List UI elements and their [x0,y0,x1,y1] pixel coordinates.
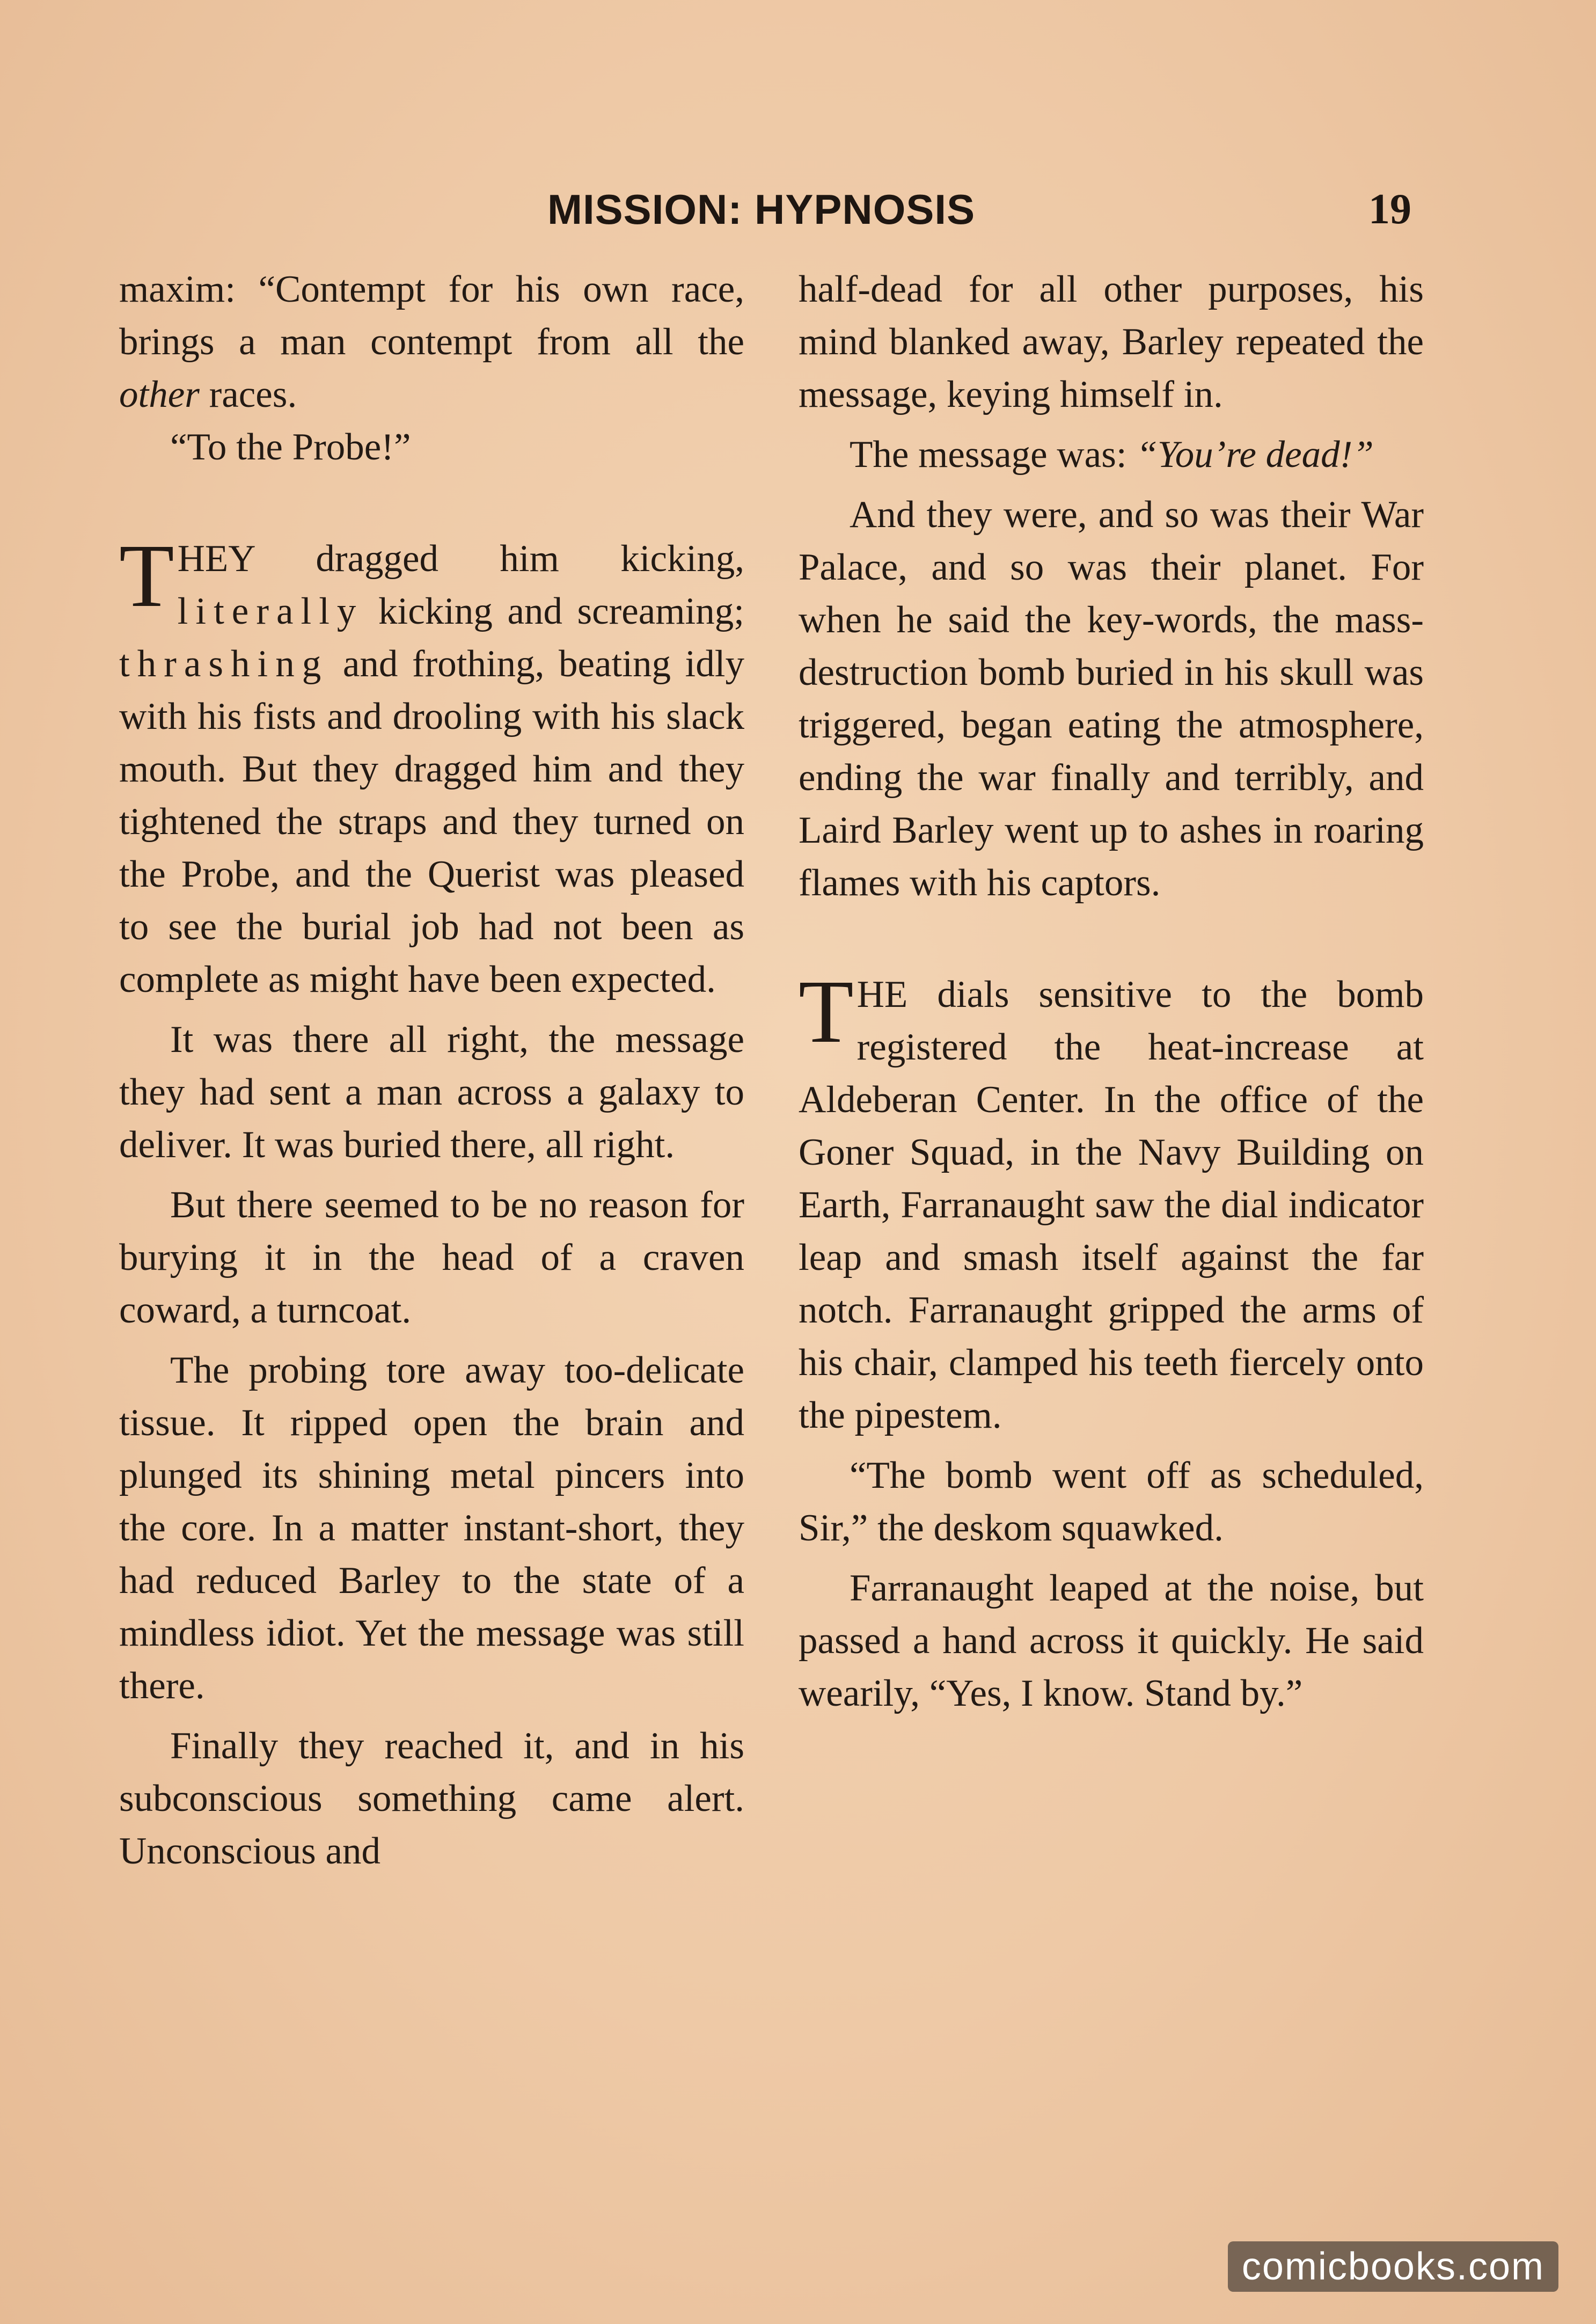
paragraph: “To the Probe!” [170,426,411,468]
section-paragraph [119,526,744,1006]
drop-cap: T [799,962,854,1062]
paragraph: But there seemed to be no reason for burying it in the head of a craven coward, a turncoat. [119,1184,744,1331]
paragraph: Farranaught leaped at the noise, but passed a hand across it quickly. He said wearily, “Yes, I know. Stand by.” [799,1567,1424,1714]
small-caps-lead: HEY [177,538,254,580]
watermark: comicbooks.com [1228,2241,1558,2292]
drop-cap: T [119,526,174,626]
running-head: MISSION: HYPNOSIS [547,186,976,233]
paragraph: And they were, and so was their War Palace, and so was their planet. For when he said the key-words, the mass-destruction bomb buried in his skull was triggered, began eating the atmosphere, ending the war finally and terribly, and Laird Barley went up to ashes in roaring flames with his captors. [799,494,1424,904]
paragraph: The probing tore away too-delicate tissue. It ripped open the brain and plunged its shining metal pincers into the core. In a matter instant-short, they had reduced Barley to the state of a mindless idiot. Yet the message was still there. [119,1349,744,1707]
page-header [0,185,1596,239]
text-run: races. [199,374,297,415]
text-run: dials sensitive to the bomb registered the heat-increase at Aldeberan Center. In the office of the Goner Squad, in the Navy Building on Earth, Farranaught saw the dial indicator leap and smash itself against the far notch. Farranaught gripped the arms of his chair, clamped his teeth fiercely onto the pipestem. [799,974,1424,1436]
spaced-emphasis: literally [177,590,364,632]
left-column [119,263,744,1877]
paragraph: Finally they reached it, and in his subconscious something came alert. Unconscious and [119,1725,744,1872]
text-run: The message was: [850,434,1137,476]
text-run: and frothing, beating idly with his fists and drooling with his slack mouth. But they dragged him and they tightened the straps and they turned on the Probe, and the Querist was pleased to see the burial job had not been as complete as might have been expected. [119,643,744,1000]
text-run: maxim: “Contempt for his own race, brings a man contempt from all the [119,268,744,363]
paragraph: It was there all right, the message they had sent a man across a galaxy to deliver. It was buried there, all right. [119,1019,744,1166]
paragraph [799,428,1424,481]
text-run: dragged him kicking, [254,538,744,580]
section-paragraph [799,962,1424,1442]
italic-text: other [119,374,200,415]
right-column [799,263,1424,1720]
paragraph: half-dead for all other purposes, his mind blanked away, Barley repeated the message, keying himself in. [799,268,1424,415]
paragraph: “The bomb went off as scheduled, Sir,” the deskom squawked. [799,1455,1424,1549]
small-caps-lead: HE [856,974,908,1015]
paragraph [119,263,744,421]
spaced-emphasis: thrashing [119,643,329,685]
italic-text: “You’re dead!” [1136,434,1374,476]
page-number: 19 [1368,186,1411,233]
text-run: kicking and screaming; [363,590,744,632]
